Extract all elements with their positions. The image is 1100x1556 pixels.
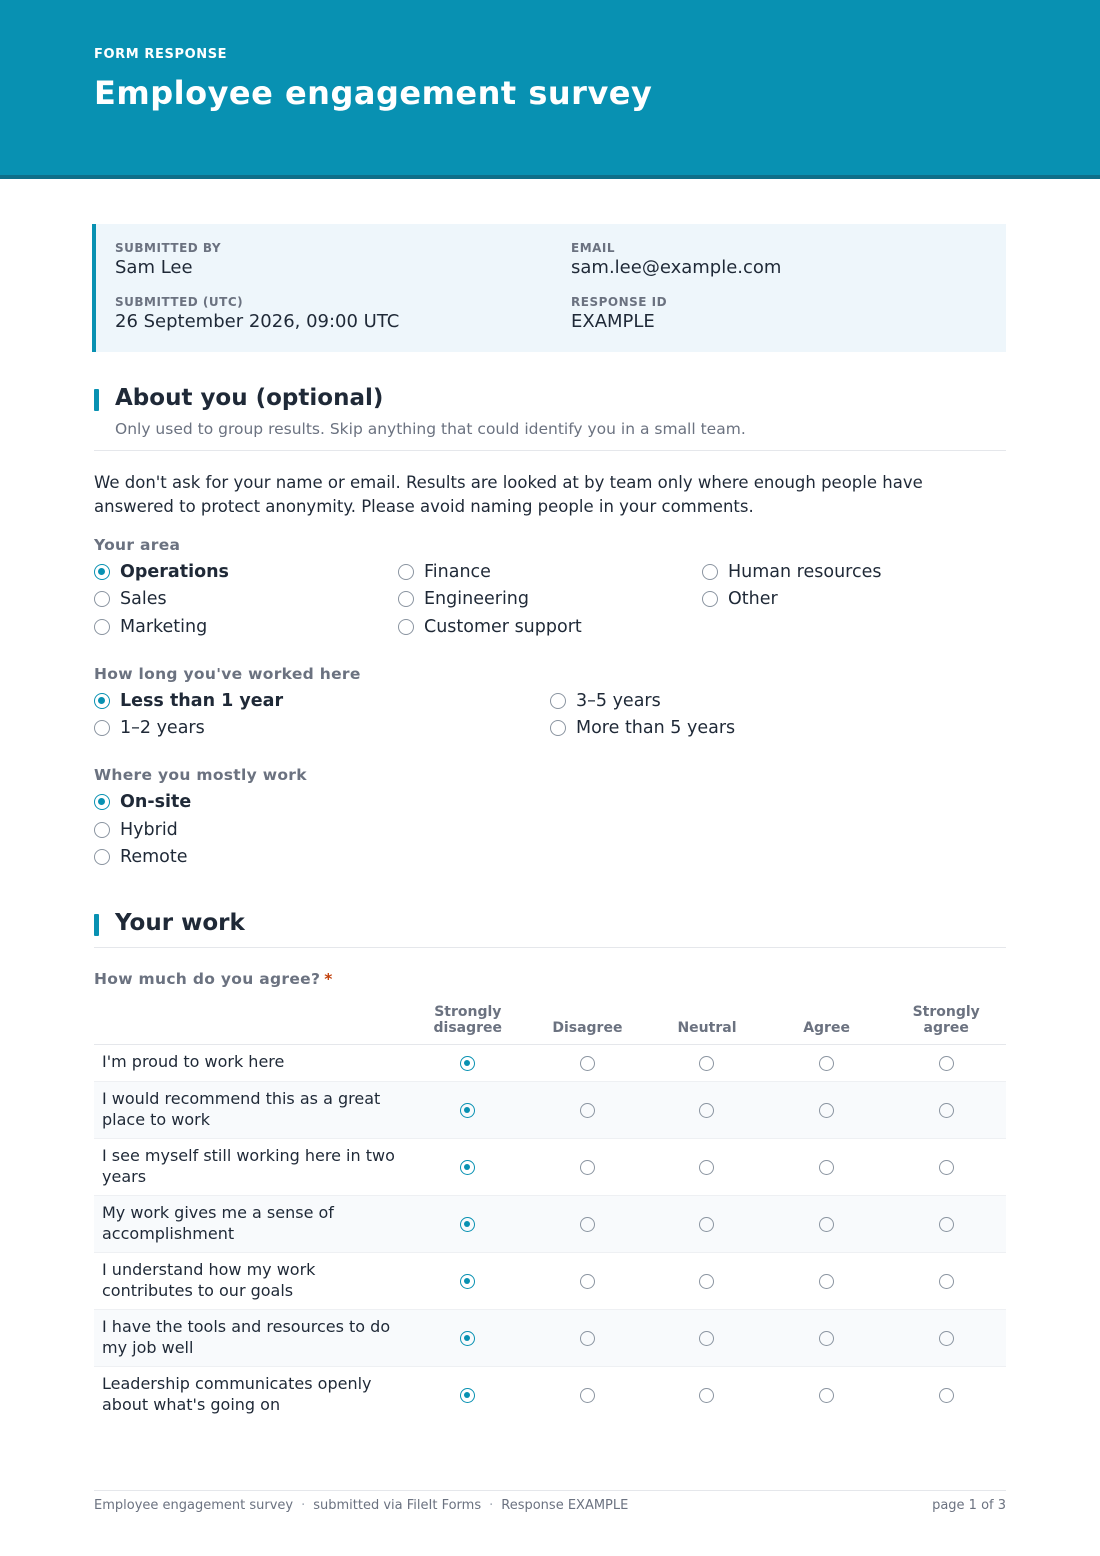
meta-value: sam.lee@example.com [571,257,782,278]
radio-option-marketing[interactable] [94,616,207,638]
matrix-cell-strongly-disagree [408,1081,528,1138]
radio-checked-icon[interactable] [460,1331,475,1346]
radio-unchecked-icon[interactable] [819,1103,834,1118]
radio-unchecked-icon[interactable] [580,1217,595,1232]
matrix-cell-strongly-agree [886,1195,1006,1252]
matrix-header-row [94,1000,1006,1044]
radio-checked-icon[interactable] [460,1056,475,1071]
matrix-cell-disagree [528,1044,648,1081]
radio-unchecked-icon[interactable] [580,1056,595,1071]
radio-checked-icon[interactable] [94,564,110,580]
radio-option-more-than-5-years[interactable] [550,717,735,739]
radio-checked-icon[interactable] [460,1388,475,1403]
meta-submitted-by [115,241,221,278]
radio-option-1-2-years[interactable] [94,717,205,739]
matrix-cell-disagree [528,1081,648,1138]
matrix-cell-strongly-disagree [408,1309,528,1366]
radio-unchecked-icon[interactable] [699,1388,714,1403]
radio-unchecked-icon[interactable] [702,564,718,580]
radio-unchecked-icon[interactable] [550,693,566,709]
matrix-cell-neutral [647,1081,767,1138]
radio-option-label: Sales [120,589,167,609]
radio-option-label: Engineering [424,589,529,609]
radio-option-engineering[interactable] [398,588,529,610]
matrix-row [94,1195,1006,1252]
matrix-cell-disagree [528,1309,648,1366]
question-text: How much do you agree? [94,970,321,988]
radio-unchecked-icon[interactable] [580,1160,595,1175]
question-label-tenure: How long you've worked here [94,665,361,683]
radio-option-label: Finance [424,562,491,582]
footer-divider [94,1490,1006,1491]
radio-option-other[interactable] [702,588,778,610]
matrix-cell-strongly-agree [886,1081,1006,1138]
radio-unchecked-icon[interactable] [94,849,110,865]
radio-checked-icon[interactable] [460,1217,475,1232]
agreement-matrix [94,1000,1006,1423]
radio-unchecked-icon[interactable] [94,591,110,607]
matrix-cell-strongly-agree [886,1309,1006,1366]
radio-option-less-than-1-year[interactable] [94,690,283,712]
radio-unchecked-icon[interactable] [819,1160,834,1175]
matrix-cell-strongly-agree [886,1138,1006,1195]
radio-checked-icon[interactable] [460,1274,475,1289]
radio-unchecked-icon[interactable] [699,1274,714,1289]
radio-option-label: Remote [120,847,188,867]
matrix-cell-agree [767,1252,887,1309]
matrix-cell-disagree [528,1366,648,1423]
meta-submitted-time [115,295,399,332]
matrix-cell-agree [767,1309,887,1366]
radio-unchecked-icon[interactable] [939,1274,954,1289]
radio-option-customer-support[interactable] [398,616,582,638]
anonymity-note: We don't ask for your name or email. Results are looked at by team only where enough people have answered to protect anonymity. Please avoid naming people in your comments. [94,473,923,516]
radio-unchecked-icon[interactable] [939,1160,954,1175]
section-subtitle-about: Only used to group results. Skip anything that could identify you in a small team. [115,420,746,438]
matrix-cell-strongly-disagree [408,1138,528,1195]
radio-unchecked-icon[interactable] [580,1388,595,1403]
matrix-cell-neutral [647,1366,767,1423]
footer-survey-name: Employee engagement survey [94,1498,294,1513]
meta-label: SUBMITTED (UTC) [115,295,244,309]
radio-unchecked-icon[interactable] [398,591,414,607]
matrix-cell-neutral [647,1309,767,1366]
matrix-row [94,1081,1006,1138]
radio-option-label: 3–5 years [576,691,661,711]
radio-unchecked-icon[interactable] [94,822,110,838]
radio-unchecked-icon[interactable] [939,1103,954,1118]
radio-option-3-5-years[interactable] [550,690,661,712]
matrix-cell-neutral [647,1195,767,1252]
radio-unchecked-icon[interactable] [398,564,414,580]
matrix-cell-disagree [528,1195,648,1252]
section-title-about: About you (optional) [94,385,383,411]
radio-checked-icon[interactable] [460,1103,475,1118]
footer-separator: · [301,1498,306,1513]
matrix-cell-agree [767,1044,887,1081]
radio-unchecked-icon[interactable] [699,1056,714,1071]
matrix-cell-strongly-agree [886,1044,1006,1081]
radio-option-label: Human resources [728,562,882,582]
page-number: page 1 of 3 [932,1498,1006,1513]
matrix-statement: I'm proud to work here [94,1044,408,1081]
section-title-work: Your work [94,910,245,936]
radio-option-label: Less than 1 year [120,691,284,711]
meta-label: RESPONSE ID [571,295,668,309]
footer-response-id: Response EXAMPLE [501,1498,629,1513]
matrix-cell-strongly-disagree [408,1366,528,1423]
radio-option-label: Marketing [120,617,208,637]
matrix-row [94,1309,1006,1366]
radio-unchecked-icon[interactable] [550,720,566,736]
matrix-row [94,1252,1006,1309]
radio-option-label: Operations [120,562,229,582]
meta-value: EXAMPLE [571,311,655,332]
meta-label: SUBMITTED BY [115,241,222,255]
divider [94,947,1006,948]
radio-unchecked-icon[interactable] [819,1274,834,1289]
radio-unchecked-icon[interactable] [819,1217,834,1232]
matrix-cell-strongly-agree [886,1366,1006,1423]
matrix-header-neutral: Neutral [677,1019,737,1036]
submission-meta [92,224,1006,352]
matrix-header-disagree: Disagree [552,1019,623,1036]
matrix-cell-agree [767,1081,887,1138]
matrix-cell-strongly-disagree [408,1195,528,1252]
page-title: Employee engagement survey [94,74,653,112]
radio-unchecked-icon[interactable] [939,1331,954,1346]
matrix-cell-neutral [647,1044,767,1081]
matrix-row [94,1366,1006,1423]
radio-unchecked-icon[interactable] [819,1388,834,1403]
radio-unchecked-icon[interactable] [580,1103,595,1118]
footer-submitted-via: submitted via FileIt Forms [313,1498,482,1513]
meta-value: Sam Lee [115,257,193,278]
radio-unchecked-icon[interactable] [699,1103,714,1118]
matrix-cell-strongly-disagree [408,1252,528,1309]
radio-unchecked-icon[interactable] [699,1331,714,1346]
radio-option-operations[interactable] [94,561,229,583]
radio-checked-icon[interactable] [460,1160,475,1175]
matrix-statement: I understand how my work contributes to our goals [94,1252,408,1309]
matrix-header-strongly-disagree: Strongly disagree [433,1003,503,1036]
matrix-cell-agree [767,1138,887,1195]
radio-unchecked-icon[interactable] [819,1056,834,1071]
radio-checked-icon[interactable] [94,693,110,709]
footer-left [94,1498,628,1513]
matrix-cell-neutral [647,1252,767,1309]
matrix-header-statement [94,1000,408,1044]
matrix-cell-disagree [528,1252,648,1309]
radio-option-on-site[interactable] [94,791,191,813]
page-footer [94,1498,1006,1513]
radio-unchecked-icon[interactable] [580,1274,595,1289]
radio-unchecked-icon[interactable] [702,591,718,607]
radio-unchecked-icon[interactable] [699,1160,714,1175]
question-label-area: Your area [94,536,181,554]
meta-email [571,241,781,278]
matrix-cell-strongly-agree [886,1252,1006,1309]
matrix-statement: I would recommend this as a great place to work [94,1081,408,1138]
radio-option-label: 1–2 years [120,718,205,738]
divider [94,450,1006,451]
radio-unchecked-icon[interactable] [94,619,110,635]
matrix-cell-strongly-disagree [408,1044,528,1081]
radio-checked-icon[interactable] [94,794,110,810]
page-header [0,0,1100,179]
radio-unchecked-icon[interactable] [939,1217,954,1232]
matrix-row [94,1138,1006,1195]
matrix-statement: Leadership communicates openly about what's going on [94,1366,408,1423]
radio-option-label: Other [728,589,778,609]
radio-option-finance[interactable] [398,561,491,583]
radio-option-label: On-site [120,792,192,812]
footer-separator: · [489,1498,494,1513]
matrix-cell-neutral [647,1138,767,1195]
radio-option-remote[interactable] [94,846,188,868]
radio-option-sales[interactable] [94,588,167,610]
meta-value: 26 September 2026, 09:00 UTC [115,311,400,332]
matrix-statement: I have the tools and resources to do my job well [94,1309,408,1366]
question-label-agreement [94,970,333,988]
matrix-header-agree: Agree [803,1019,850,1036]
matrix-statement: My work gives me a sense of accomplishment [94,1195,408,1252]
radio-option-label: Customer support [424,617,582,637]
radio-unchecked-icon[interactable] [939,1056,954,1071]
required-marker: * [324,970,333,988]
radio-option-human-resources[interactable] [702,561,881,583]
meta-label: EMAIL [571,241,616,255]
radio-unchecked-icon[interactable] [939,1388,954,1403]
matrix-header-strongly-agree: Strongly agree [912,1003,980,1036]
radio-option-label: More than 5 years [576,718,736,738]
radio-option-label: Hybrid [120,820,178,840]
matrix-statement: I see myself still working here in two years [94,1138,408,1195]
matrix-row [94,1044,1006,1081]
radio-unchecked-icon[interactable] [94,720,110,736]
matrix-cell-agree [767,1366,887,1423]
radio-unchecked-icon[interactable] [819,1331,834,1346]
radio-unchecked-icon[interactable] [580,1331,595,1346]
meta-response-id [571,295,667,332]
question-label-location: Where you mostly work [94,766,307,784]
radio-unchecked-icon[interactable] [699,1217,714,1232]
radio-option-hybrid[interactable] [94,819,178,841]
radio-unchecked-icon[interactable] [398,619,414,635]
matrix-cell-agree [767,1195,887,1252]
header-kicker: FORM RESPONSE [94,47,228,62]
matrix-cell-disagree [528,1138,648,1195]
